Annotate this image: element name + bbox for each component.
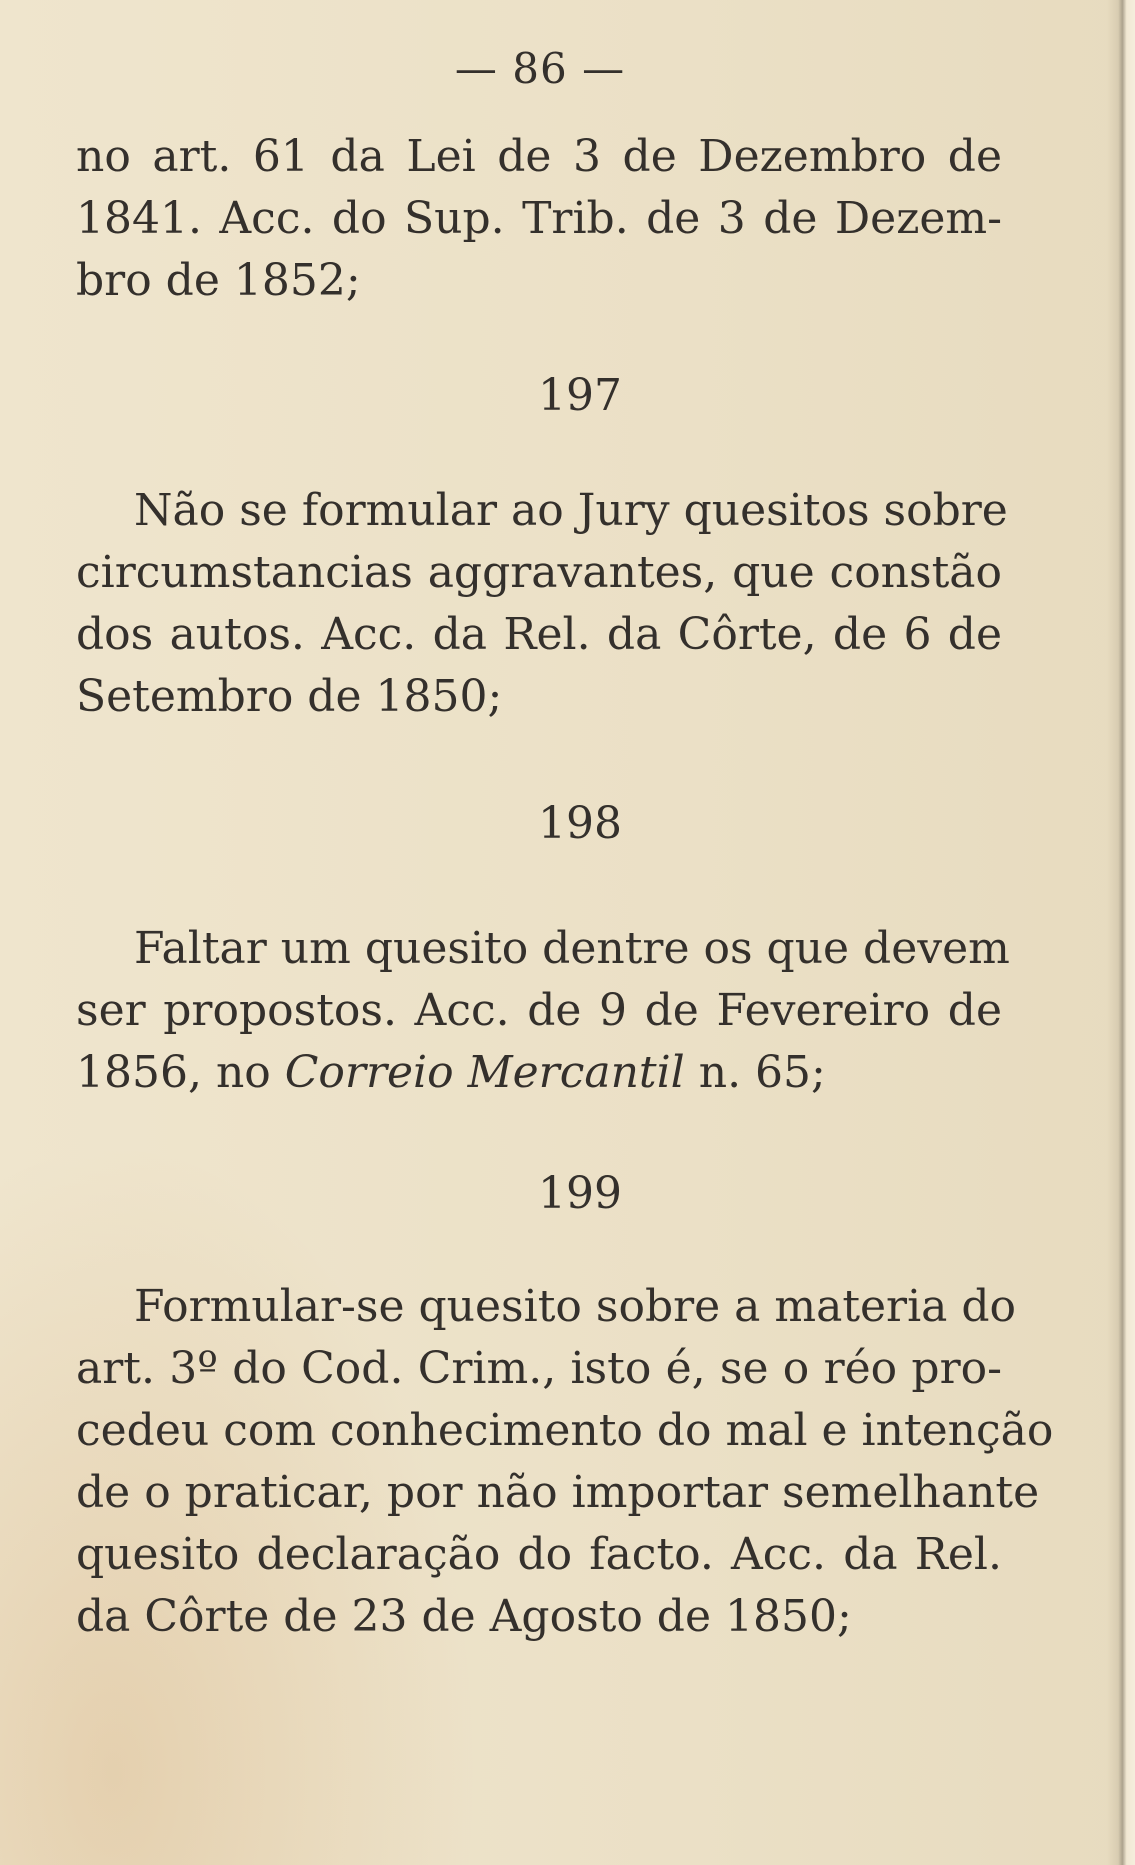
paragraph-line: Setembro de 1850; [76,671,503,722]
page-gutter [1107,0,1135,1865]
paragraph-line: Não se formular ao Jury quesitos sobre [134,485,1008,536]
entry-number: 197 [538,370,622,421]
paragraph-line: quesito declaração do facto. Acc. da Rel. [76,1529,1002,1580]
paragraph-line: 1841. Acc. do Sup. Trib. de 3 de Dezem- [76,193,1002,244]
paragraph-line: circumstancias aggravantes, que constão [76,547,1002,598]
paragraph-line: de o praticar, por não importar semelhante [76,1467,1040,1518]
paragraph-line: cedeu com conhecimento do mal e intenção [76,1405,1054,1456]
paragraph-line: dos autos. Acc. da Rel. da Côrte, de 6 de [76,609,1002,660]
page-number: — 86 — [454,44,626,93]
paragraph-line: no art. 61 da Lei de 3 de Dezembro de [76,131,1002,182]
entry-number: 199 [538,1168,622,1219]
paragraph-line: art. 3º do Cod. Crim., isto é, se o réo pro- [76,1343,1002,1394]
entry-paragraph [76,918,1010,1104]
entry-number: 198 [538,798,622,849]
citation-suffix: n. 65; [684,1047,826,1098]
paragraph-line: bro de 1852; [76,255,361,306]
citation-prefix: 1856, no [76,1047,285,1098]
paragraph-line: da Côrte de 23 de Agosto de 1850; [76,1591,852,1642]
paragraph-line: ser propostos. Acc. de 9 de Fevereiro de [76,985,1002,1036]
citation-italic: Correio Mercantil [284,1047,685,1098]
entry-paragraph [76,1276,1054,1648]
paragraph-line: Faltar um quesito dentre os que devem [134,923,1010,974]
paragraph-line [76,1042,1002,1104]
paragraph-line: Formular-se quesito sobre a materia do [134,1281,1017,1332]
entry-paragraph [76,480,1008,728]
intro-paragraph [76,126,1002,312]
